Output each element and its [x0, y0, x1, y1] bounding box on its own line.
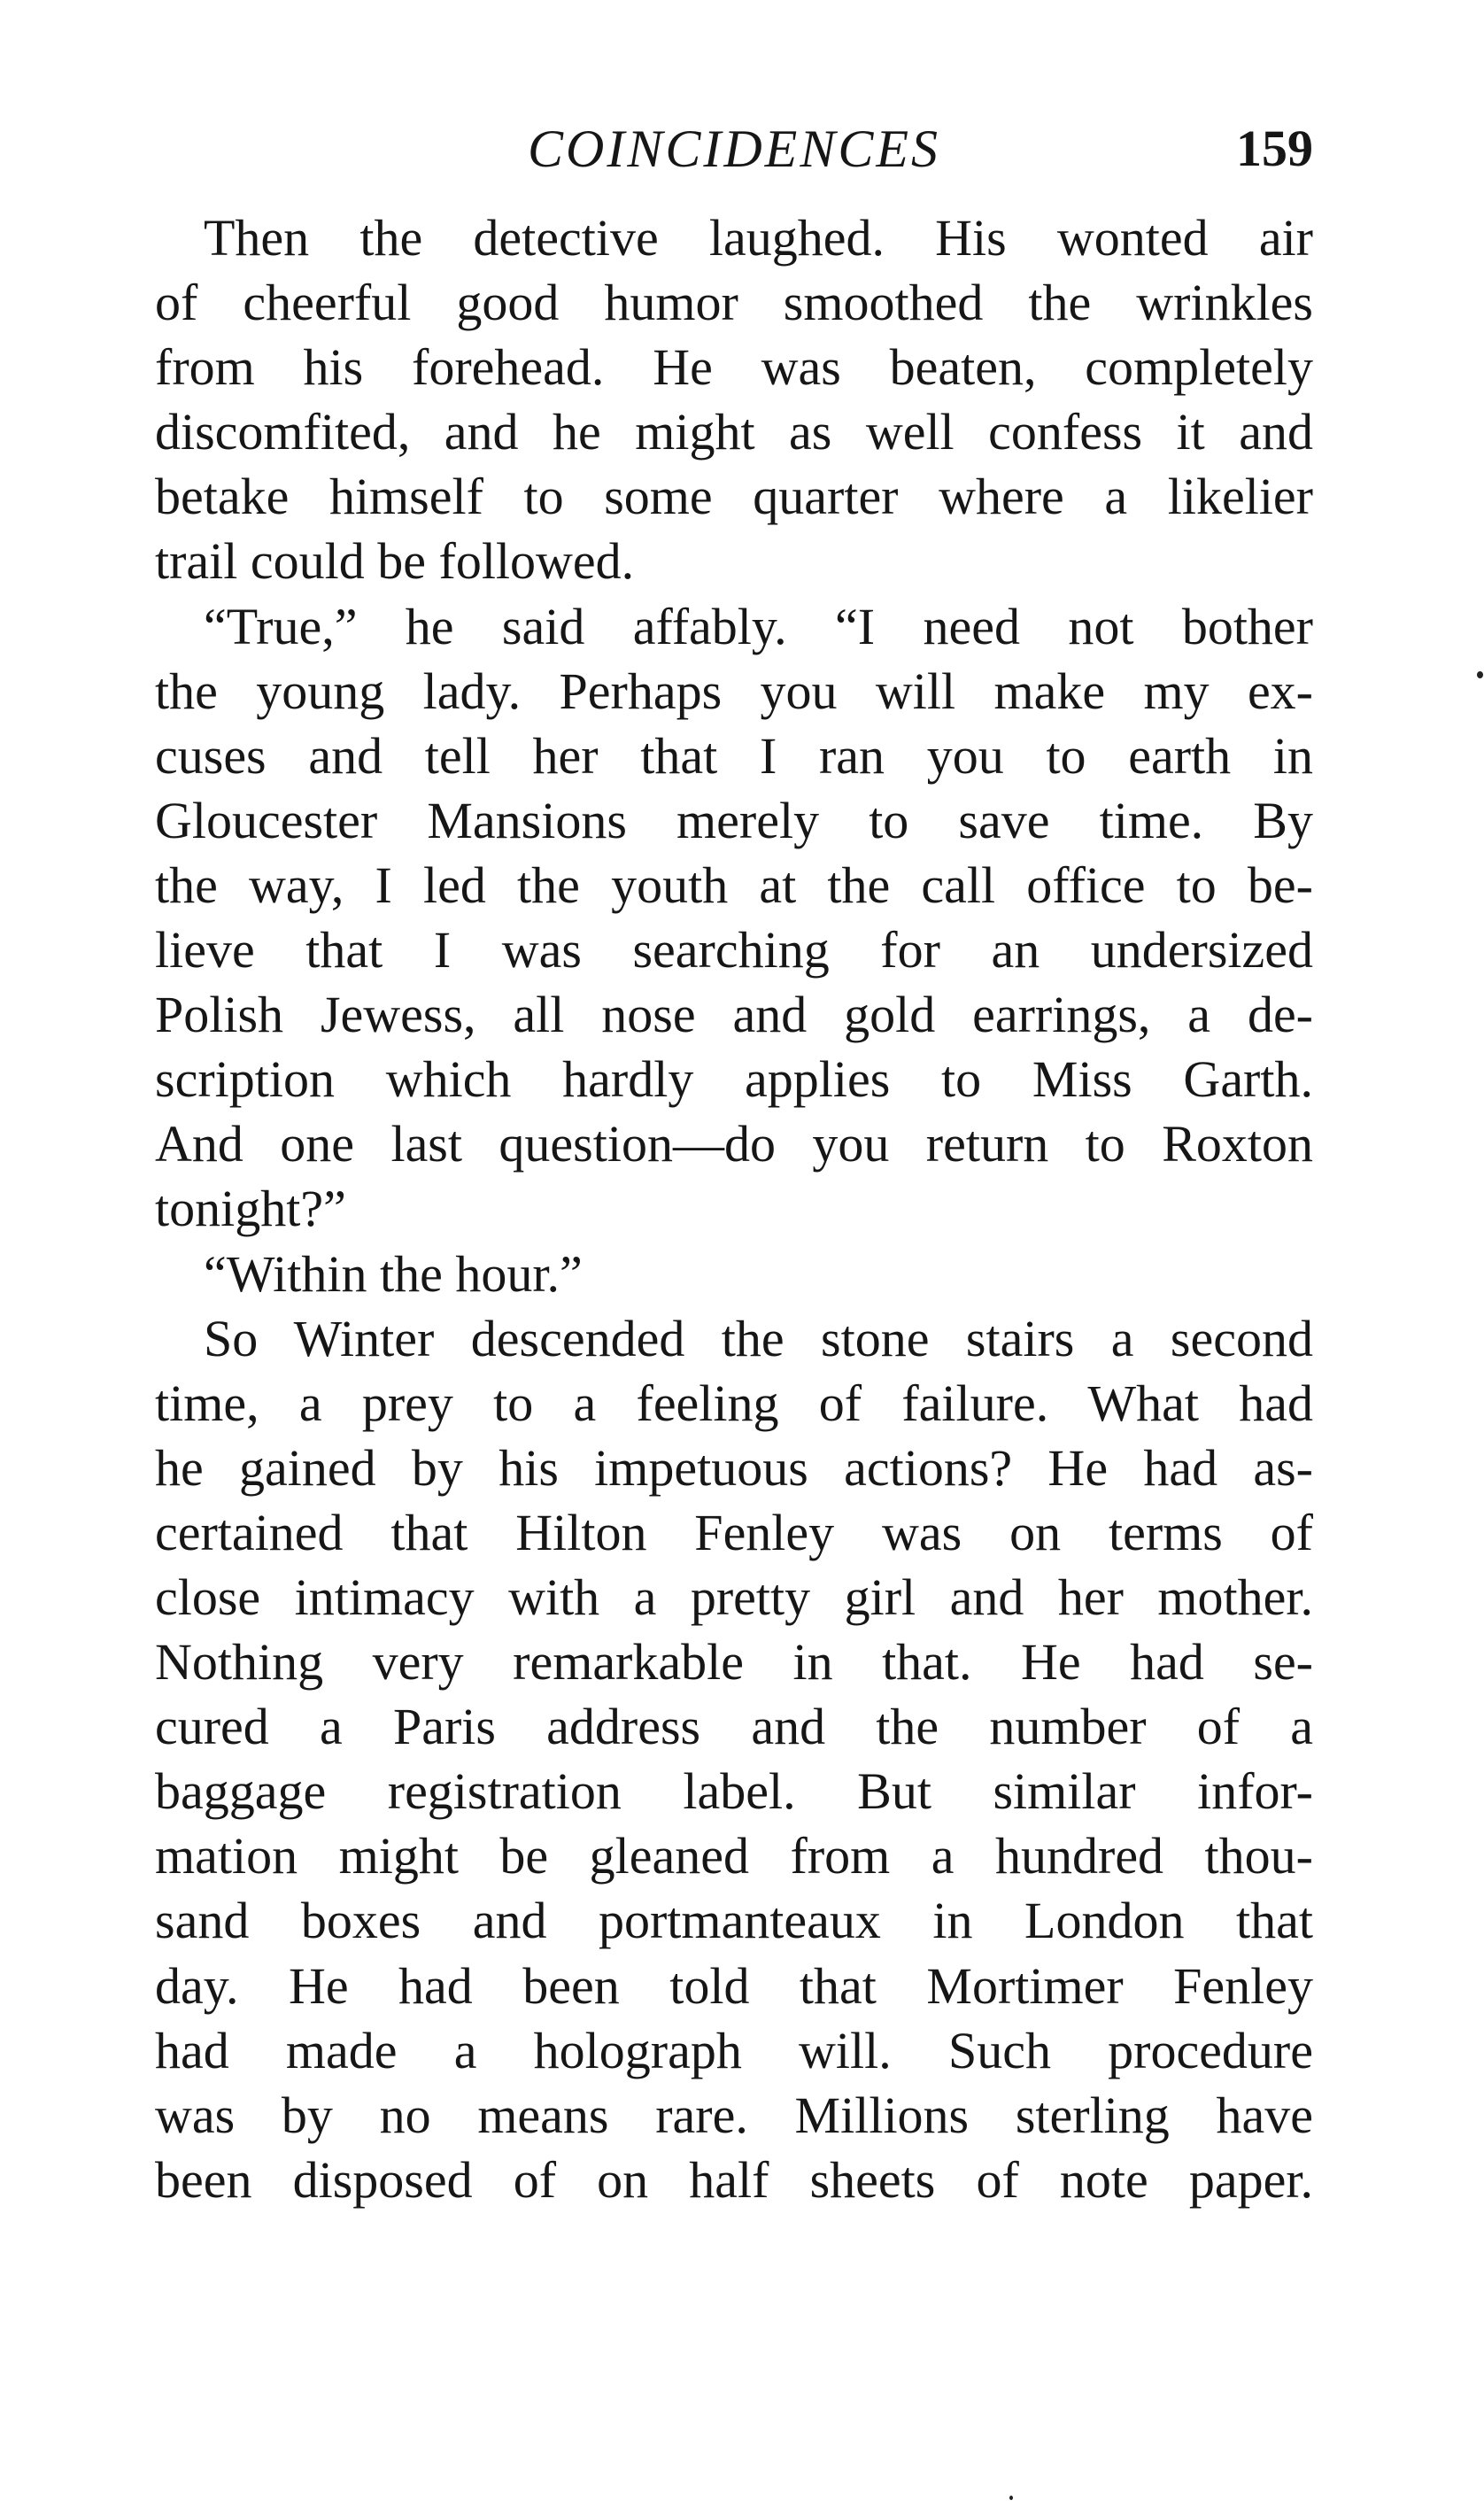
page-number: 159: [1236, 120, 1313, 177]
text-line: the way, I led the youth at the call office to be-: [155, 855, 1313, 914]
text-line: was by no means rare. Millions sterling have: [155, 2086, 1313, 2144]
text-line: lieve that I was searching for an undersized: [155, 921, 1313, 979]
text-line: cuses and tell her that I ran you to earth in: [155, 726, 1313, 785]
text-line: day. He had been told that Mortimer Fenley: [155, 1956, 1313, 2015]
text-line: he gained by his impetuous actions? He had as-: [155, 1438, 1313, 1497]
text-line: Nothing very remarkable in that. He had se-: [155, 1633, 1313, 1692]
text-line: cured a Paris address and the number of a: [155, 1698, 1313, 1756]
ink-speck: [1477, 671, 1483, 678]
text-line: discomfited, and he might as well confess it and: [155, 403, 1313, 461]
text-body: [155, 205, 1313, 2212]
text-line: tonight?”: [155, 1180, 346, 1238]
text-line: betake himself to some quarter where a likelier: [155, 468, 1313, 526]
text-line: trail could be followed.: [155, 532, 635, 591]
text-line: baggage registration label. But similar infor-: [155, 1762, 1313, 1821]
text-line: “Within the hour.”: [204, 1244, 583, 1303]
text-line: mation might be gleaned from a hundred thou-: [155, 1827, 1313, 1885]
text-line: the young lady. Perhaps you will make my ex-: [155, 662, 1313, 720]
running-title: COINCIDENCES: [527, 120, 941, 178]
text-line: scription which hardly applies to Miss Garth.: [155, 1050, 1313, 1109]
text-line: “True,” he said affably. “I need not bother: [204, 597, 1313, 655]
running-header: [155, 113, 1313, 184]
text-line: of cheerful good humor smoothed the wrinkles: [155, 274, 1313, 332]
text-line: been disposed of on half sheets of note paper.: [155, 2150, 1313, 2209]
text-line: Polish Jewess, all nose and gold earrings, a de-: [155, 986, 1313, 1044]
text-line: Gloucester Mansions merely to save time. By: [155, 791, 1313, 849]
text-line: from his forehead. He was beaten, completely: [155, 338, 1313, 397]
text-line: sand boxes and portmanteaux in London that: [155, 1892, 1313, 1950]
ink-speck: [1009, 2496, 1013, 2500]
text-line: time, a prey to a feeling of failure. What had: [155, 1374, 1313, 1432]
text-line: Then the detective laughed. His wonted air: [204, 209, 1313, 267]
text-line: So Winter descended the stone stairs a second: [204, 1309, 1313, 1367]
text-line: certained that Hilton Fenley was on terms of: [155, 1503, 1313, 1561]
text-line: close intimacy with a pretty girl and her mother.: [155, 1568, 1313, 1626]
text-line: And one last question—do you return to Roxton: [155, 1115, 1313, 1173]
text-line: had made a holograph will. Such procedure: [155, 2021, 1313, 2079]
